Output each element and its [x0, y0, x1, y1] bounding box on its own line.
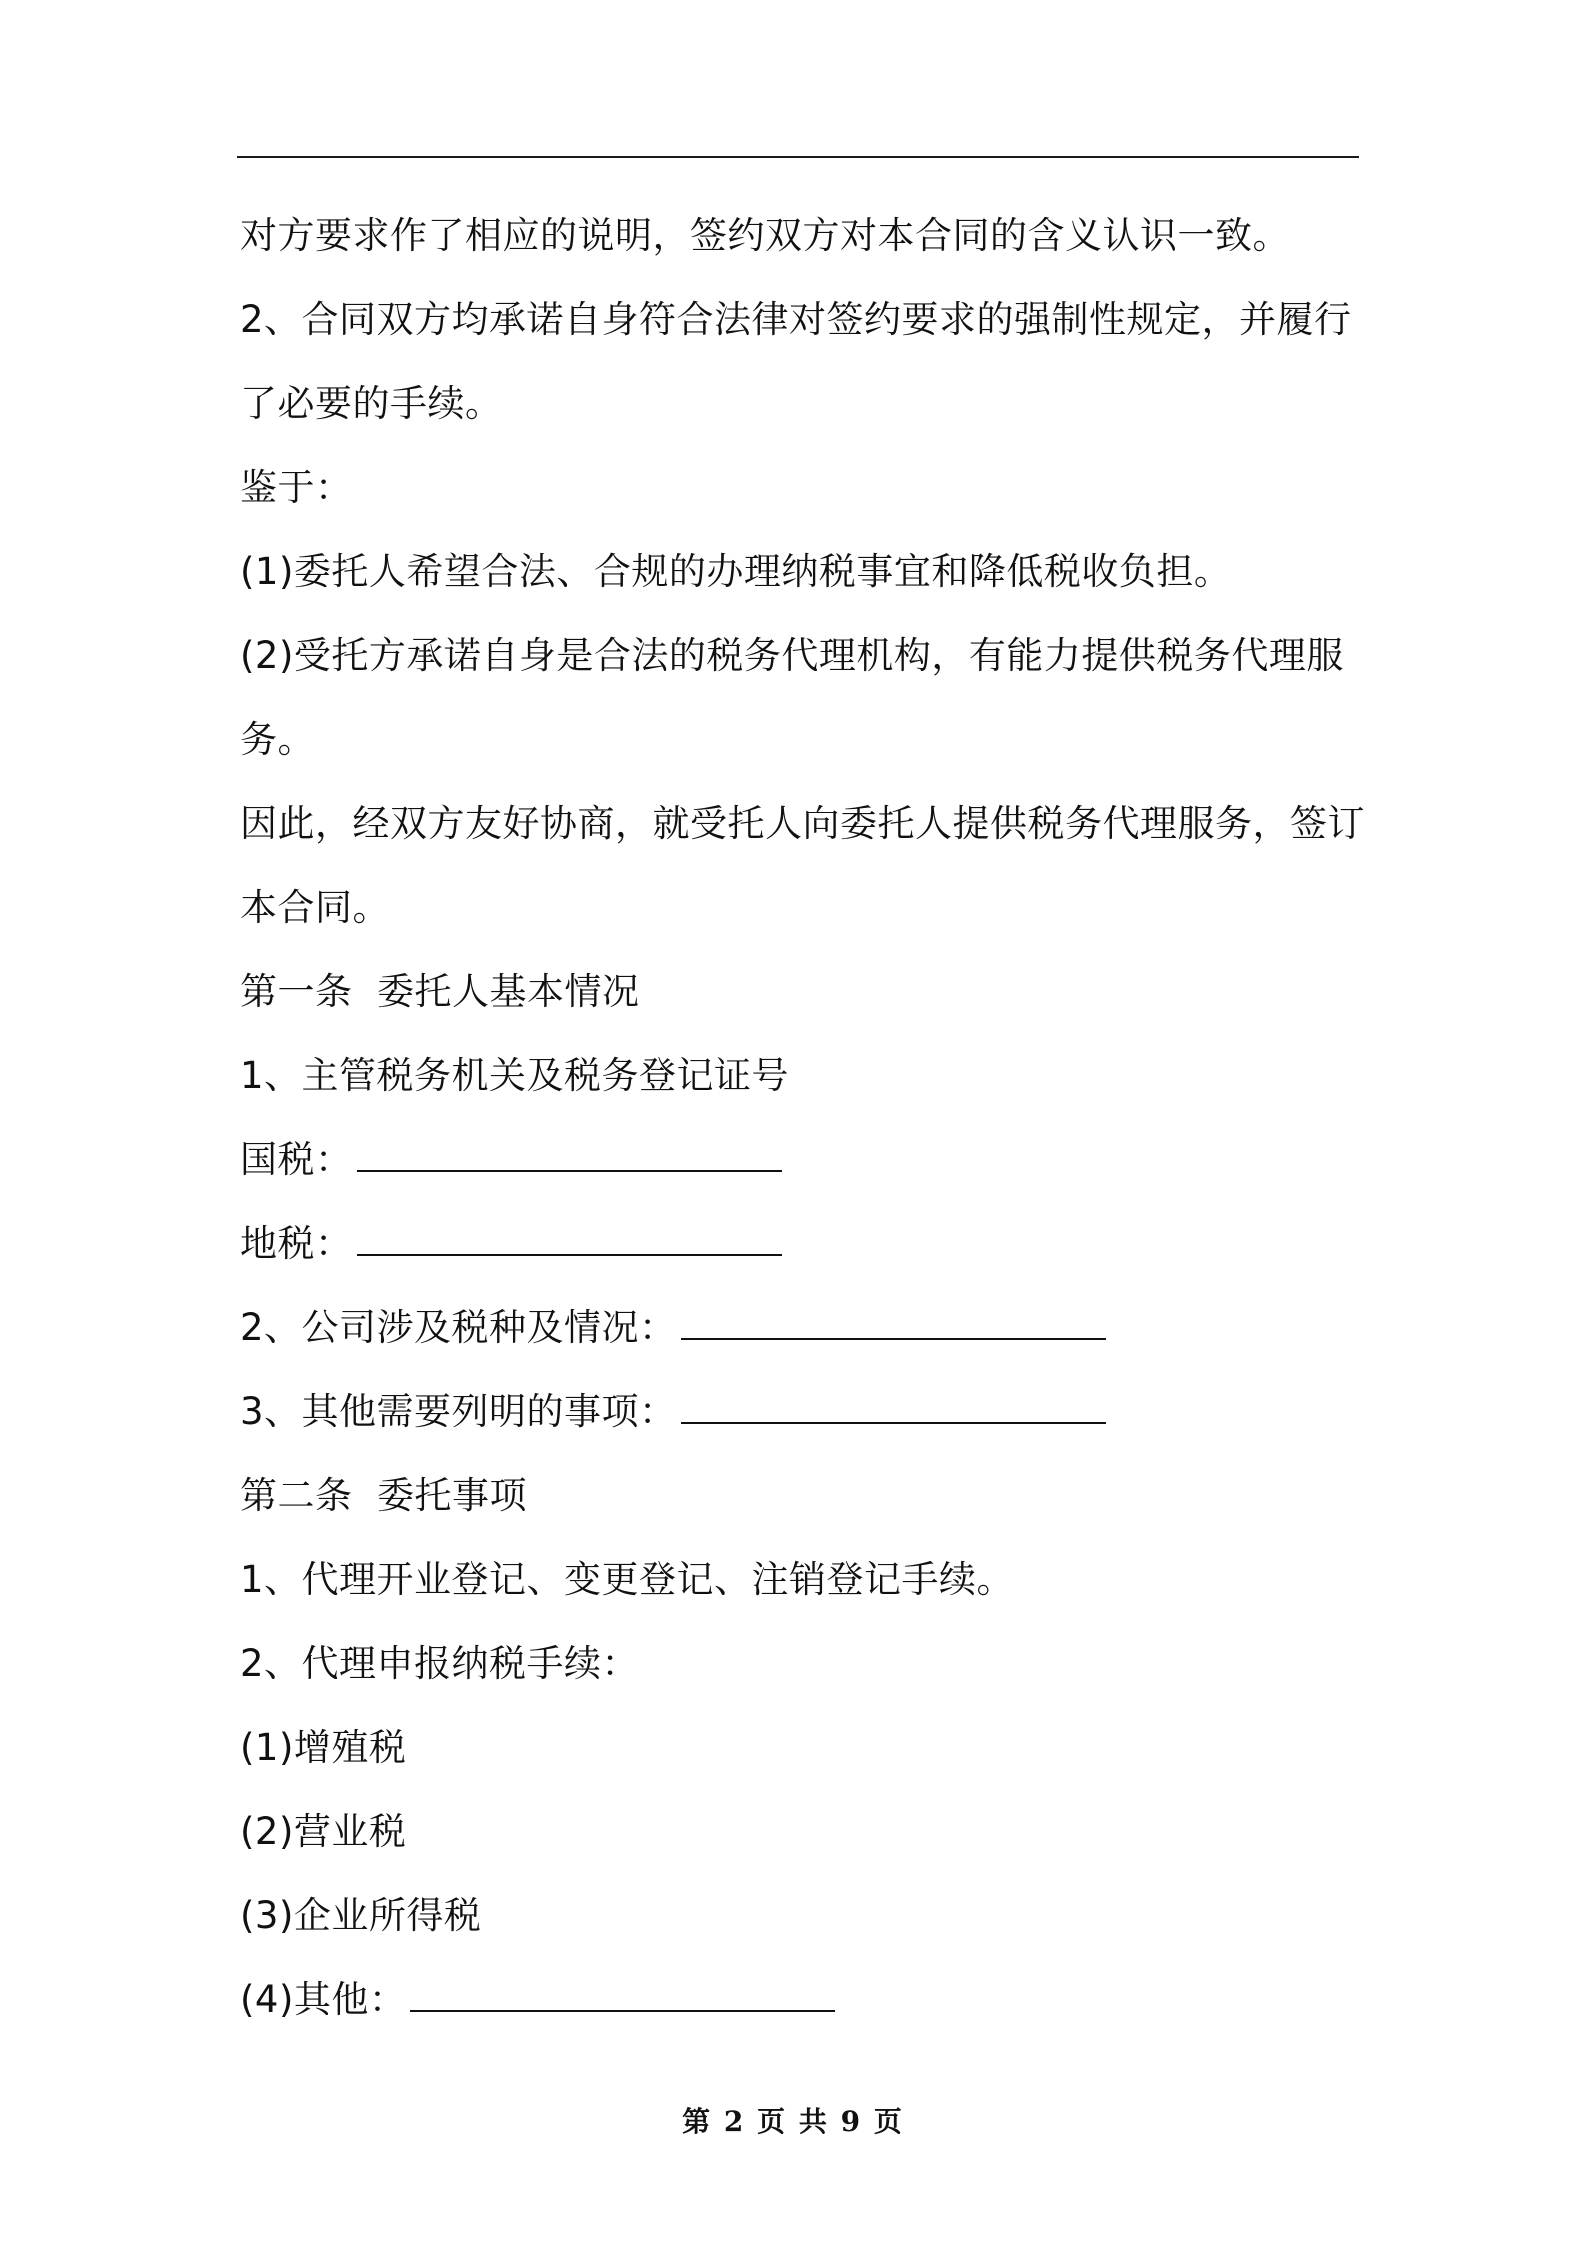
section-heading	[240, 950, 1365, 1034]
paragraph-line	[240, 698, 1365, 782]
paragraph-line	[240, 866, 1365, 950]
line-text: (2)受托方承诺自身是合法的税务代理机构，有能力提供税务代理服	[240, 634, 1344, 677]
line-text: 因此，经双方友好协商，就受托人向委托人提供税务代理服务，签订	[240, 802, 1365, 845]
line-text: 本合同。	[240, 886, 390, 929]
line-text: (1)委托人希望合法、合规的办理纳税事宜和降低税收负担。	[240, 550, 1232, 593]
fill-in-blank[interactable]	[681, 1392, 1106, 1424]
list-item	[240, 1706, 1365, 1790]
page-number-footer: 第 2 页 共 9 页	[682, 2105, 904, 2138]
fill-in-blank[interactable]	[681, 1308, 1106, 1340]
section-heading	[240, 1454, 1365, 1538]
line-text: 了必要的手续。	[240, 382, 503, 425]
fill-in-blank[interactable]	[410, 1980, 835, 2012]
list-item	[240, 1790, 1365, 1874]
line-text: 第二条 委托事项	[240, 1474, 528, 1517]
paragraph-line	[240, 1622, 1365, 1706]
header-rule	[237, 156, 1359, 158]
fill-in-blank[interactable]	[357, 1224, 782, 1256]
paragraph-line	[240, 278, 1365, 362]
form-field-line	[240, 1370, 1365, 1454]
line-text: 第一条 委托人基本情况	[240, 970, 640, 1013]
field-label: 国税：	[240, 1138, 353, 1181]
line-text: (2)营业税	[240, 1810, 407, 1853]
line-text: 鉴于：	[240, 466, 353, 509]
line-text: 2、代理申报纳税手续：	[240, 1642, 640, 1685]
line-text: (3)企业所得税	[240, 1894, 482, 1937]
field-label: (4)其他：	[240, 1978, 407, 2021]
field-label: 地税：	[240, 1222, 353, 1265]
list-item	[240, 1874, 1365, 1958]
paragraph-line	[240, 446, 1365, 530]
form-field-line	[240, 1118, 1365, 1202]
paragraph-line	[240, 362, 1365, 446]
line-text: 1、主管税务机关及税务登记证号	[240, 1054, 790, 1097]
paragraph-line	[240, 614, 1365, 698]
line-text: 务。	[240, 718, 315, 761]
form-field-line	[240, 1958, 1365, 2042]
paragraph-line	[240, 782, 1365, 866]
paragraph-line	[240, 1538, 1365, 1622]
line-text: (1)增殖税	[240, 1726, 407, 1769]
field-label: 3、其他需要列明的事项：	[240, 1390, 677, 1433]
paragraph-line	[240, 1034, 1365, 1118]
fill-in-blank[interactable]	[357, 1140, 782, 1172]
line-text: 对方要求作了相应的说明，签约双方对本合同的含义认识一致。	[240, 214, 1290, 257]
paragraph-line	[240, 530, 1365, 614]
field-label: 2、公司涉及税种及情况：	[240, 1306, 677, 1349]
line-text: 2、合同双方均承诺自身符合法律对签约要求的强制性规定，并履行	[240, 298, 1352, 341]
document-body	[240, 194, 1365, 2042]
line-text: 1、代理开业登记、变更登记、注销登记手续。	[240, 1558, 1015, 1601]
form-field-line	[240, 1202, 1365, 1286]
paragraph-line	[240, 194, 1365, 278]
form-field-line	[240, 1286, 1365, 1370]
